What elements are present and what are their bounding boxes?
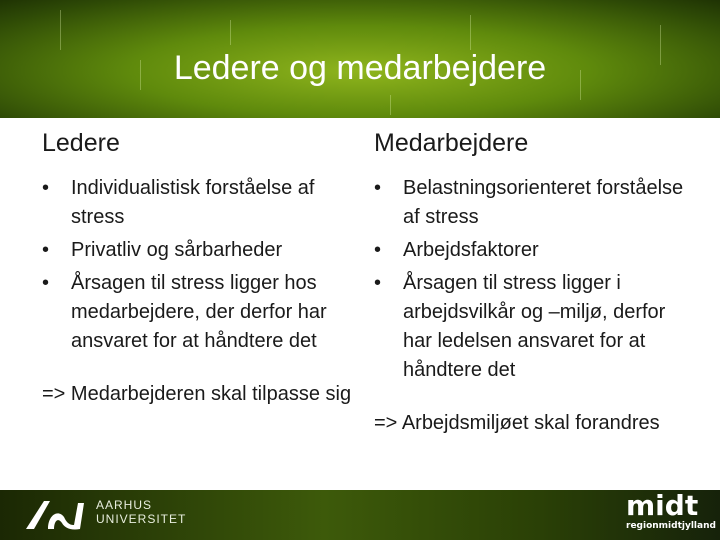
employees-heading: Medarbejdere — [374, 129, 529, 157]
rain-streak — [60, 10, 61, 50]
bullet-item — [42, 236, 362, 265]
bullet-item — [374, 236, 694, 265]
bullet-item — [374, 174, 694, 232]
bullet-dot-icon: • — [42, 239, 50, 261]
leaders-conclusion: => Medarbejderen skal tilpasse sig — [42, 383, 352, 405]
employees-bullet-list — [374, 174, 694, 385]
leaders-bullet-list — [42, 174, 362, 356]
slide-title: Ledere og medarbejdere — [173, 49, 547, 87]
bullet-dot-icon: • — [42, 177, 50, 199]
bullet-dot-icon: • — [374, 177, 382, 199]
bullet-text: Årsagen til stress ligger i arbejdsvilkår og –miljø, derfor har ledelsen ansvaret for at håndtere det — [403, 272, 666, 381]
employees-conclusion: => Arbejdsmiljøet skal forandres — [374, 412, 660, 434]
aarhus-university-wordmark — [96, 498, 186, 526]
leaders-column — [42, 126, 362, 409]
aarhus-university-logo-icon — [24, 495, 86, 535]
rain-streak — [390, 95, 391, 115]
bullet-dot-icon: • — [374, 239, 382, 261]
title-banner — [0, 0, 720, 118]
rain-streak — [230, 20, 231, 45]
bullet-text: Arbejdsfaktorer — [403, 239, 539, 261]
bullet-text: Privatliv og sårbarheder — [71, 239, 283, 261]
rain-streak — [470, 15, 471, 50]
bullet-dot-icon: • — [42, 272, 50, 294]
bullet-text: Individualistisk forståelse af stress — [71, 177, 315, 228]
region-midt-subtitle: regionmidtjylland — [626, 521, 716, 531]
au-line1: AARHUS — [96, 498, 153, 512]
employees-column — [374, 126, 694, 438]
bullet-item — [42, 269, 362, 356]
bullet-dot-icon: • — [374, 272, 382, 294]
bullet-item — [42, 174, 362, 232]
bullet-text: Belastningsorienteret forståelse af stress — [403, 177, 684, 228]
region-midt-logo: midt — [626, 489, 699, 522]
footer-bar — [0, 490, 720, 540]
au-line2: UNIVERSITET — [96, 512, 187, 526]
bullet-text: Årsagen til stress ligger hos medarbejdere, der derfor har ansvaret for at håndtere det — [71, 272, 327, 352]
leaders-heading: Ledere — [42, 129, 120, 157]
bullet-item — [374, 269, 694, 385]
